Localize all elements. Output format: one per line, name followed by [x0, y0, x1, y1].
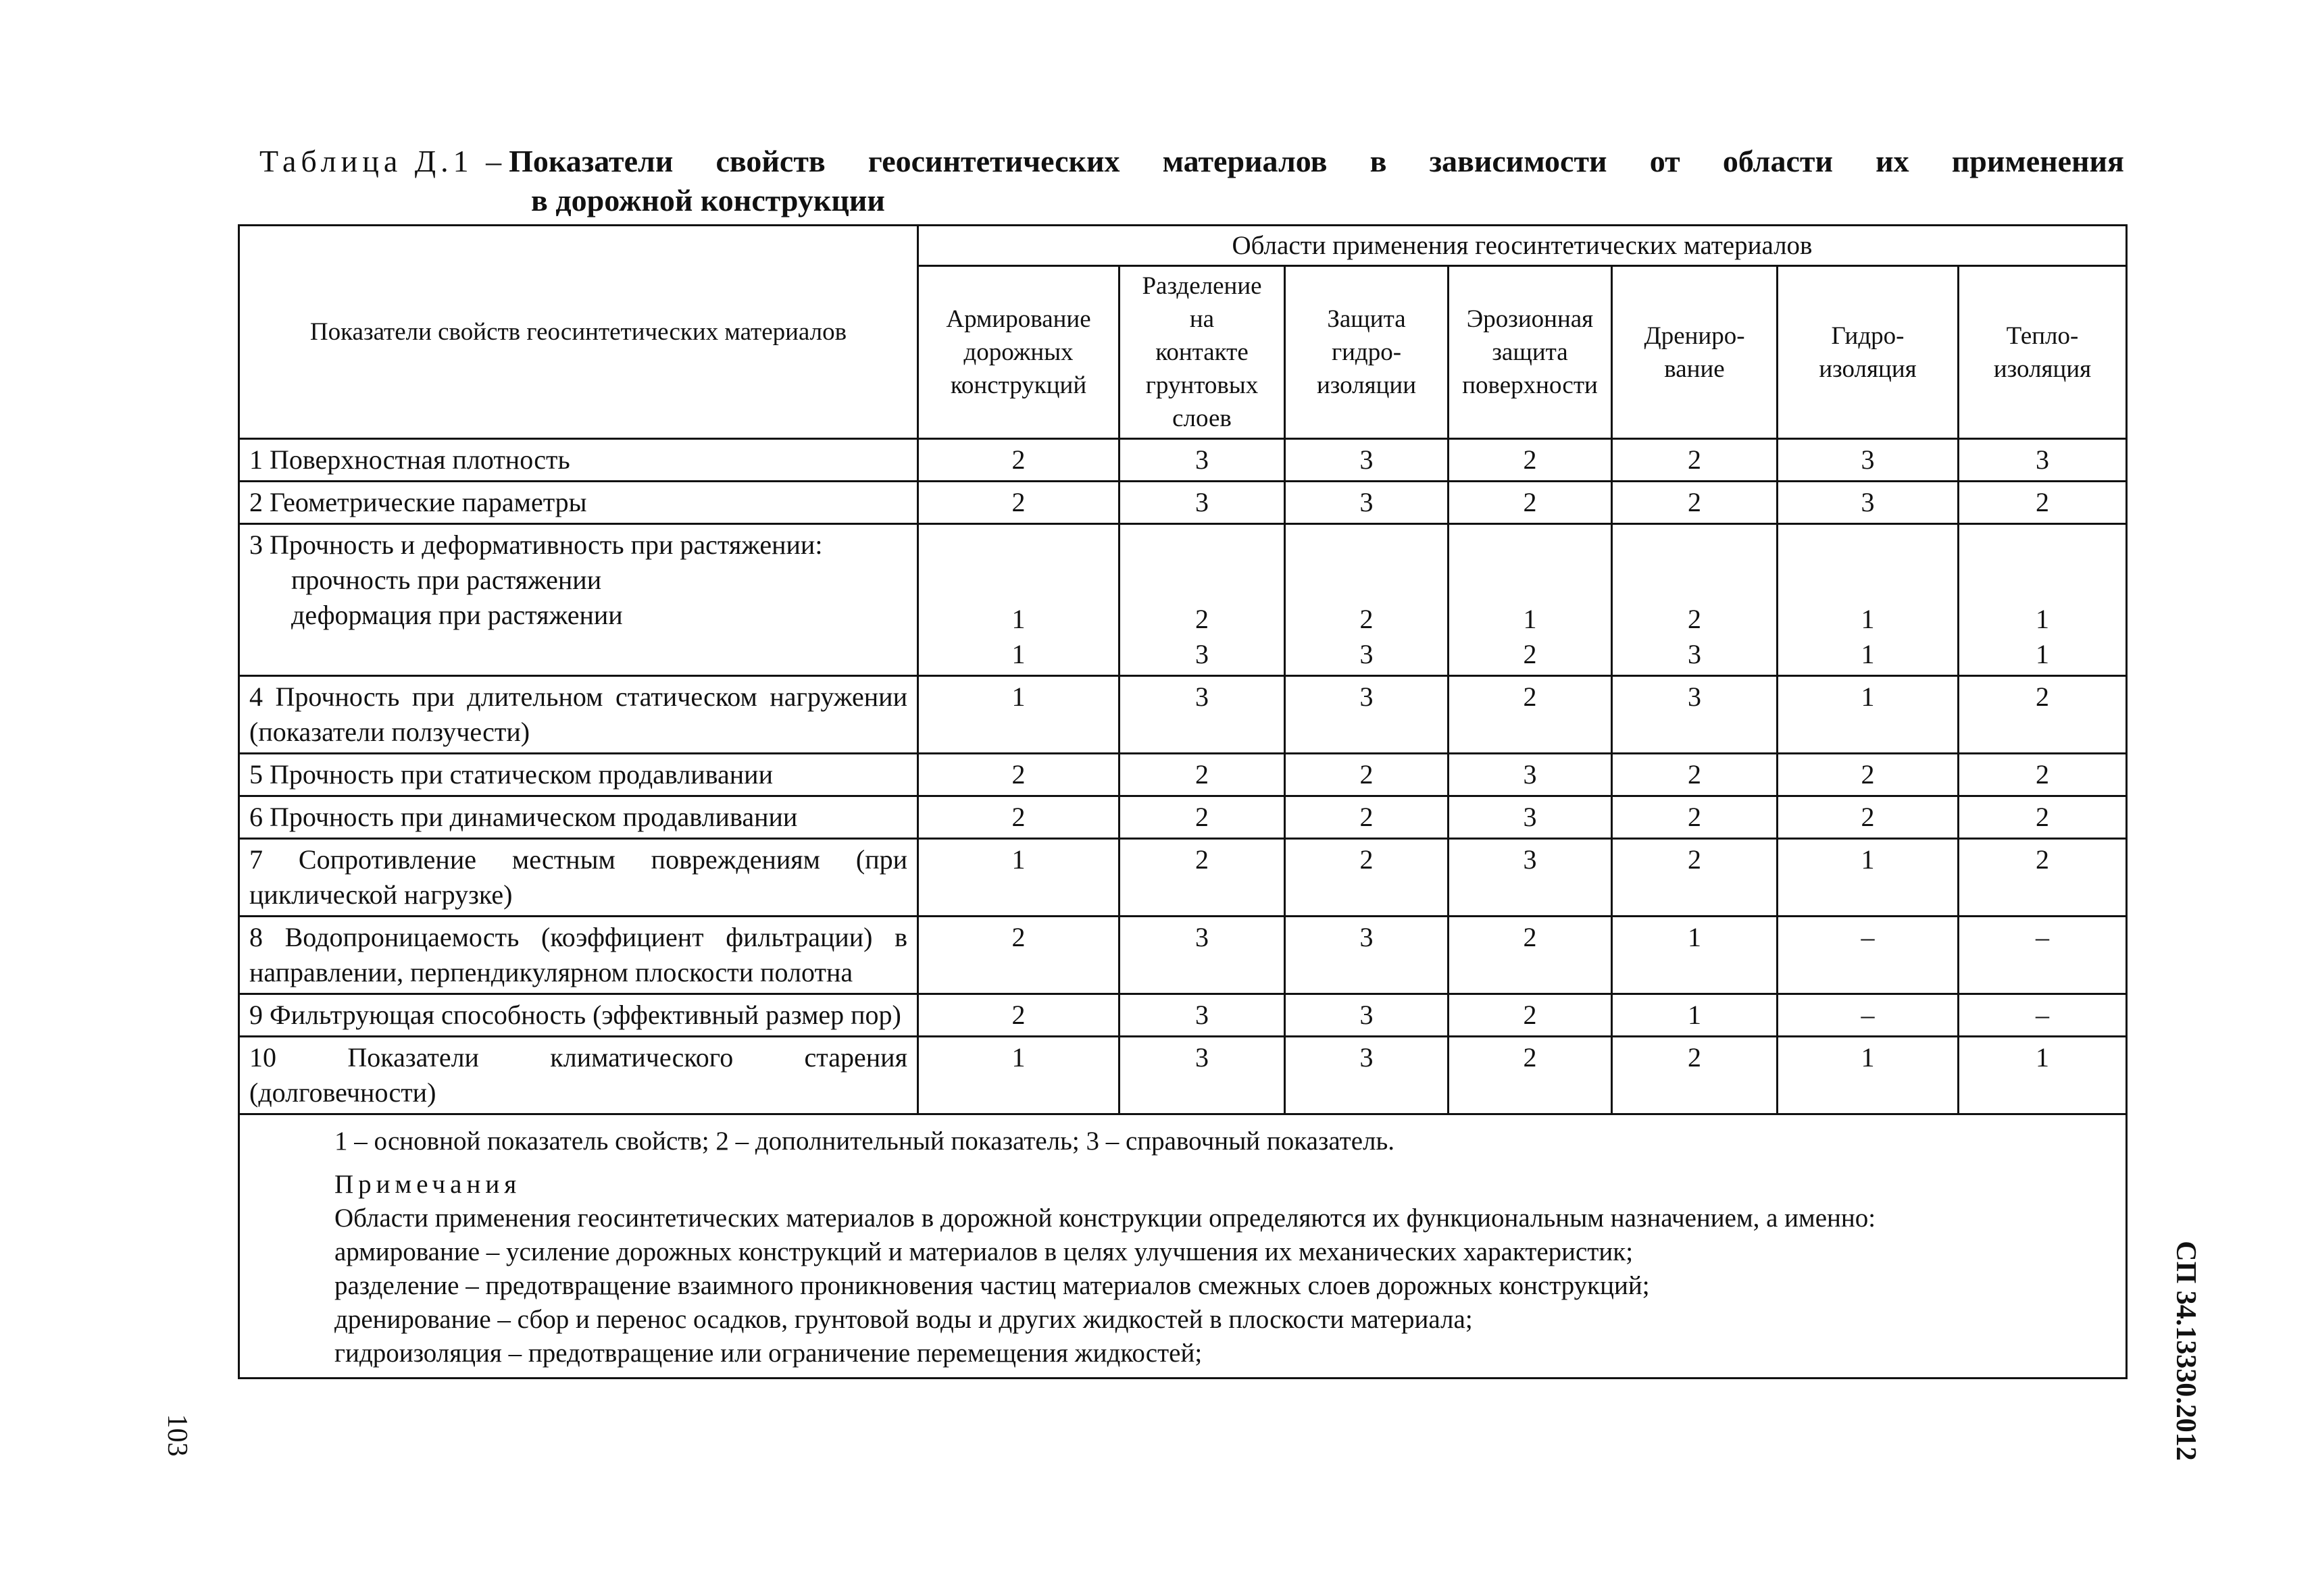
row-label: 6 Прочность при динамическом продавливании	[239, 796, 918, 839]
table-cell: 2	[918, 754, 1120, 796]
table-cell: 3	[1285, 994, 1449, 1037]
table-cell: 3	[1612, 676, 1778, 754]
caption-word: применения	[1951, 144, 2124, 178]
table-cell: 2	[1959, 676, 2127, 754]
caption-title-line1	[506, 142, 2124, 181]
table-cell: 2	[1612, 1037, 1778, 1114]
row-label: 7 Сопротивление местным повреждениям (при циклической нагрузке)	[239, 839, 918, 917]
caption-word: зависимости	[1429, 144, 1607, 178]
notes-row	[239, 1114, 2127, 1379]
table-cell: 2	[918, 482, 1120, 524]
table-cell: 2	[1449, 917, 1612, 994]
column-header: Эрозионная защита поверхности	[1449, 266, 1612, 439]
notes-title: Примечания	[334, 1170, 522, 1199]
table-cell: –	[1959, 917, 2127, 994]
table-row	[239, 994, 2127, 1037]
table-row	[239, 796, 2127, 839]
table-row	[239, 676, 2127, 754]
table-cell: 3	[1285, 439, 1449, 482]
note-item: дренирование – сбор и перенос осадков, грунтовой воды и других жидкостей в плоскости материала;	[334, 1305, 1473, 1334]
table-cell: 2	[1449, 676, 1612, 754]
table-cell: 3	[1285, 482, 1449, 524]
note-item: армирование – усиление дорожных конструкций и материалов в целях улучшения их механических характеристик;	[334, 1237, 1634, 1266]
table-cell: 3	[1285, 1037, 1449, 1114]
caption-word: Показатели	[509, 144, 674, 178]
note-item: разделение – предотвращение взаимного проникновения частиц материалов смежных слоев дорожных конструкций;	[334, 1271, 1650, 1300]
table-cell: –	[1778, 994, 1959, 1037]
column-header: Тепло- изоляция	[1959, 266, 2127, 439]
table-cell: 1	[1778, 839, 1959, 917]
table-cell: 3	[1120, 994, 1285, 1037]
caption-word: области	[1722, 144, 1833, 178]
table-cell: 2	[918, 796, 1120, 839]
row-label: 10 Показатели климатического старения (долговечности)	[239, 1037, 918, 1114]
caption-word: материалов	[1162, 144, 1328, 178]
table-cell: 3	[1778, 439, 1959, 482]
group-header: Области применения геосинтетических материалов	[918, 226, 2127, 266]
table-cell: 2	[1285, 839, 1449, 917]
table-cell: 2	[1959, 754, 2127, 796]
table-cell: 3	[1285, 917, 1449, 994]
table-cell: 2	[1612, 796, 1778, 839]
caption-word: геосинтетических	[867, 144, 1120, 178]
subrow-label: прочность при растяжении	[291, 565, 602, 595]
table-row	[239, 917, 2127, 994]
table-cell: 2	[1120, 796, 1285, 839]
table-cell: 2	[1449, 482, 1612, 524]
row-label: 2 Геометрические параметры	[239, 482, 918, 524]
table-row	[239, 754, 2127, 796]
row-label: 1 Поверхностная плотность	[239, 439, 918, 482]
properties-table	[238, 224, 2128, 1379]
table-cell: 3	[1120, 439, 1285, 482]
table-cell: 2 3	[1285, 524, 1449, 676]
caption-word: от	[1649, 144, 1680, 178]
table-cell: 3	[1449, 796, 1612, 839]
table-row	[239, 482, 2127, 524]
table-cell: 2	[1959, 796, 2127, 839]
table-cell: 2	[1612, 754, 1778, 796]
caption-title-line2: в дорожной конструкции	[531, 183, 885, 217]
table-cell: 2	[1449, 1037, 1612, 1114]
table-cell: 3	[1120, 482, 1285, 524]
table-caption	[259, 142, 2124, 220]
table-cell: –	[1959, 994, 2127, 1037]
row-label: 9 Фильтрующая способность (эффективный размер пор)	[239, 994, 918, 1037]
table-cell: 2	[1612, 482, 1778, 524]
legend-text: 1 – основной показатель свойств; 2 – дополнительный показатель; 3 – справочный показатель.	[334, 1127, 1395, 1156]
row-label: 5 Прочность при статическом продавливании	[239, 754, 918, 796]
table-row	[239, 439, 2127, 482]
caption-word: в	[1369, 144, 1387, 178]
table-cell: 1	[1612, 917, 1778, 994]
notes-block	[239, 1114, 2127, 1379]
subrow-label: деформация при растяжении	[291, 600, 623, 630]
column-header: Разделение на контакте грунтовых слоев	[1120, 266, 1285, 439]
table-cell: 2	[918, 439, 1120, 482]
caption-prefix: Таблица Д.1 –	[259, 144, 507, 178]
table-cell: 1 1	[1778, 524, 1959, 676]
table-cell: 1	[1778, 676, 1959, 754]
table-cell: 2	[1959, 839, 2127, 917]
note-item: гидроизоляция – предотвращение или ограничение перемещения жидкостей;	[334, 1339, 1203, 1368]
table-cell: 2 3	[1120, 524, 1285, 676]
table-cell: 2	[1120, 839, 1285, 917]
table-cell: 2	[1285, 754, 1449, 796]
table-row	[239, 839, 2127, 917]
table-row	[239, 524, 2127, 676]
table-cell: 2	[1612, 839, 1778, 917]
table-cell: 1	[918, 839, 1120, 917]
table-cell: 2	[1449, 994, 1612, 1037]
table-cell: 2	[1120, 754, 1285, 796]
caption-word: свойств	[715, 144, 826, 178]
table-cell: 3	[1959, 439, 2127, 482]
table-cell: 2 3	[1612, 524, 1778, 676]
table-cell: 1	[1959, 1037, 2127, 1114]
table-cell: 2	[1959, 482, 2127, 524]
table-cell: 3	[1449, 754, 1612, 796]
row-label: 3 Прочность и деформативность при растяжении: прочность при растяжении деформация при растяжении	[239, 524, 918, 676]
table-cell: 1	[918, 676, 1120, 754]
row-label: 8 Водопроницаемость (коэффициент фильтрации) в направлении, перпендикулярном плоскости полотна	[239, 917, 918, 994]
table-cell: 2	[1778, 754, 1959, 796]
table-cell: 1	[1778, 1037, 1959, 1114]
table-cell: 2	[1778, 796, 1959, 839]
table-cell: 1 1	[918, 524, 1120, 676]
table-cell: 2	[918, 917, 1120, 994]
table-cell: 3	[1120, 1037, 1285, 1114]
notes-intro: Области применения геосинтетических материалов в дорожной конструкции определяются их функциональным назначением, а именно:	[334, 1204, 1876, 1233]
table-cell: –	[1778, 917, 1959, 994]
caption-word: их	[1876, 144, 1909, 178]
table-row	[239, 1037, 2127, 1114]
table-cell: 1 1	[1959, 524, 2127, 676]
table-cell: 3	[1285, 676, 1449, 754]
standard-code: СП 34.13330.2012	[2170, 1241, 2201, 1461]
table-cell: 3	[1120, 917, 1285, 994]
row-label: 4 Прочность при длительном статическом нагружении (показатели ползучести)	[239, 676, 918, 754]
column-header: Армирование дорожных конструкций	[918, 266, 1120, 439]
table-cell: 2	[1612, 439, 1778, 482]
column-header: Дрениро- вание	[1612, 266, 1778, 439]
table-cell: 3	[1120, 676, 1285, 754]
table-cell: 3	[1449, 839, 1612, 917]
table-cell: 2	[1285, 796, 1449, 839]
corner-header: Показатели свойств геосинтетических материалов	[239, 226, 918, 439]
table-cell: 1	[1612, 994, 1778, 1037]
column-header: Гидро- изоляция	[1778, 266, 1959, 439]
table-cell: 1	[918, 1037, 1120, 1114]
column-header: Защита гидро- изоляции	[1285, 266, 1449, 439]
table-cell: 2	[1449, 439, 1612, 482]
table-cell: 2	[918, 994, 1120, 1037]
table-cell: 1 2	[1449, 524, 1612, 676]
table-cell: 3	[1778, 482, 1959, 524]
page-number: 103	[161, 1414, 193, 1457]
